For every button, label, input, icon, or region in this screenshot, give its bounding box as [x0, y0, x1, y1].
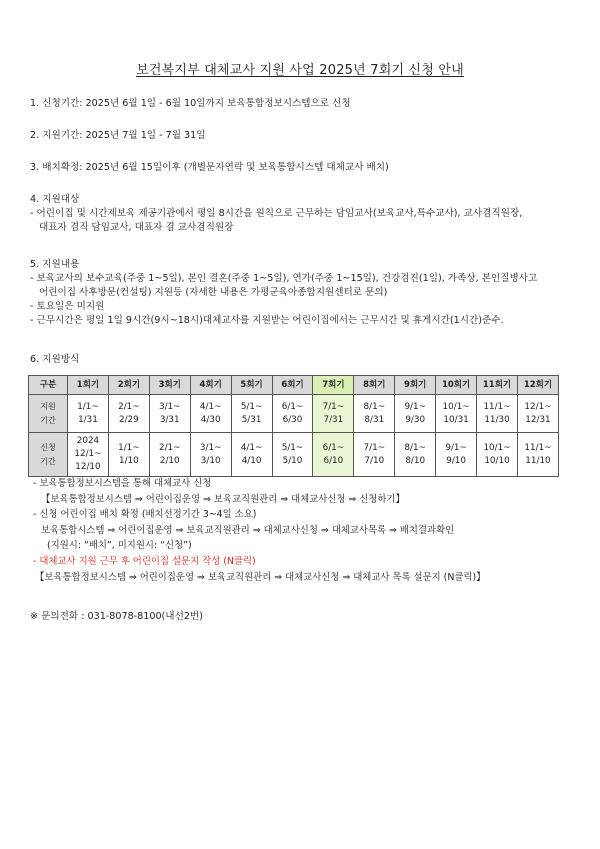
section-4-target [30, 193, 522, 235]
section-6-heading: 6. 지원방식 [30, 354, 80, 365]
contact-phone: ※ 문의전화 : 031-8078-8100(내선2번) [30, 611, 203, 622]
table-cell: 5/1~ 5/31 [231, 395, 272, 433]
table-cell: 9/1~ 9/10 [436, 433, 477, 477]
session-header: 8회기 [354, 376, 395, 395]
table-cell: 4/1~ 4/10 [231, 433, 272, 477]
note-line: 【보육통합정보시스템 ⇒ 어린이집운영 ⇒ 보육교직원관리 ⇒ 대체교사신청 ⇒ 대체교사 목록 설문지 (N클릭)】 [35, 571, 486, 583]
table-cell: 1/1~ 1/10 [108, 433, 149, 477]
table-cell: 9/1~ 9/30 [395, 395, 436, 433]
table-cell: 7/1~ 7/10 [354, 433, 395, 477]
application-notes [33, 476, 485, 585]
table-cell: 6/1~ 6/10 [313, 433, 354, 477]
session-header-highlighted: 7회기 [313, 376, 354, 395]
session-header: 12회기 [517, 376, 558, 395]
table-cell: 1/1~ 1/31 [68, 395, 109, 433]
table-cell: 8/1~ 8/10 [395, 433, 436, 477]
apply-period-row [29, 433, 559, 477]
session-header: 11회기 [477, 376, 518, 395]
note-line: - 신청 어린이집 배치 확정 (배치선정기간 3~4일 소요) [33, 509, 257, 521]
table-cell: 10/1~ 10/31 [436, 395, 477, 433]
support-period-row [29, 395, 559, 433]
session-header: 3회기 [149, 376, 190, 395]
note-line: (지원시: “배치”, 미지원시: “신청”) [47, 540, 192, 552]
section-3-placement: 3. 배치확정: 2025년 6월 15일이후 (개별문자연락 및 보육통합시스템 대체교사 배치) [30, 162, 389, 173]
section-4-heading: 4. 지원대상 [30, 194, 80, 205]
section-5-heading: 5. 지원내용 [30, 259, 80, 270]
note-line: 【보육통합정보시스템 ⇒ 어린이집운영 ⇒ 보육교직원관리 ⇒ 대체교사신청 ⇒ 신청하기】 [41, 493, 405, 505]
schedule-table [28, 375, 559, 477]
section-5-line: 어린이집 사후방문(컨설팅) 지원등 (자세한 내용은 가평군육아종합지원센터로 문의) [39, 287, 388, 298]
table-cell: 3/1~ 3/10 [190, 433, 231, 477]
section-2-support-period: 2. 지원기간: 2025년 7월 1일 - 7월 31일 [30, 130, 206, 141]
section-1-apply-period: 1. 신청기간: 2025년 6월 1일 - 6월 10일까지 보육통합정보시스템으로 신청 [30, 98, 351, 109]
table-cell: 5/1~ 5/10 [272, 433, 313, 477]
session-header: 9회기 [395, 376, 436, 395]
section-5-line: - 근무시간은 평일 1일 9시간(9시~18시)대체교사를 지원받는 어린이집에서는 근무시간 및 휴게시간(1시간)준수. [30, 315, 504, 326]
section-4-line: - 어린이집 및 시간제보육 제공기관에서 평일 8시간을 원칙으로 근무하는 담임교사(보육교사,특수교사), 교사겸직원장, [30, 208, 523, 219]
section-5-line: - 토요일은 미지원 [30, 301, 105, 312]
note-line: - 보육통합정보시스템을 통해 대체교사 신청 [33, 478, 212, 489]
table-cell: 7/1~ 7/31 [313, 395, 354, 433]
note-line: 보육통합시스템 ⇒ 어린이집운영 ⇒ 보육교직원관리 ⇒ 대체교사신청 ⇒ 대체교사목록 ⇒ 배치결과확인 [41, 524, 455, 536]
session-header: 4회기 [190, 376, 231, 395]
table-cell: 8/1~ 8/31 [354, 395, 395, 433]
table-header-row [29, 376, 559, 395]
table-cell: 10/1~ 10/10 [477, 433, 518, 477]
table-cell: 2024 12/1~ 12/10 [68, 433, 109, 477]
section-4-line: 대표자 겸직 담임교사, 대표자 겸 교사겸직원장 [39, 222, 234, 233]
apply-period-row-label: 신청 기간 [29, 433, 68, 477]
table-cell: 6/1~ 6/30 [272, 395, 313, 433]
table-cell: 2/1~ 2/29 [108, 395, 149, 433]
table-cell: 11/1~ 11/10 [517, 433, 558, 477]
session-header: 6회기 [272, 376, 313, 395]
session-header: 10회기 [436, 376, 477, 395]
table-cell: 3/1~ 3/31 [149, 395, 190, 433]
session-header: 2회기 [108, 376, 149, 395]
section-5-content [30, 258, 537, 328]
support-period-row-label: 지원 기간 [29, 395, 68, 433]
table-corner-cell: 구분 [29, 376, 68, 395]
section-5-line: - 보육교사의 보수교육(주중 1~5일), 본인 결혼(주중 1~5일), 연가(주중 1~15일), 건강검진(1일), 가족상, 본인질병사고 [30, 273, 538, 284]
document-title: 보건복지부 대체교사 지원 사업 2025년 7회기 신청 안내 [136, 63, 464, 78]
session-header: 5회기 [231, 376, 272, 395]
table-cell: 12/1~ 12/31 [517, 395, 558, 433]
session-header: 1회기 [68, 376, 109, 395]
table-cell: 4/1~ 4/30 [190, 395, 231, 433]
table-cell: 2/1~ 2/10 [149, 433, 190, 477]
note-line-highlight: - 대체교사 지원 근무 후 어린이집 설문지 작성 (N클릭) [33, 555, 256, 567]
table-cell: 11/1~ 11/30 [477, 395, 518, 433]
